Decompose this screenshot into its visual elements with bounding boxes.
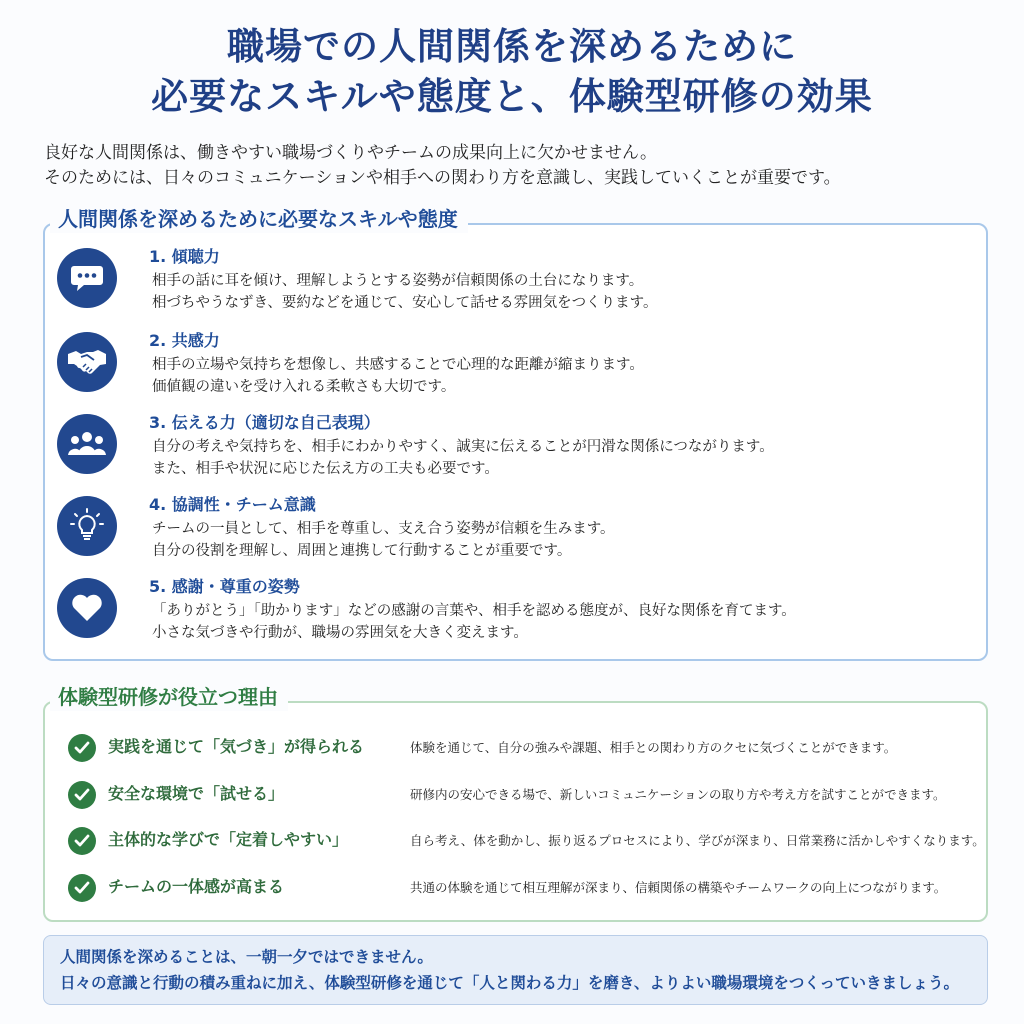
skill-desc-line2: 小さな気づきや行動が、職場の雰囲気を大きく変えます。	[152, 625, 528, 641]
skill-desc-line1: 相手の話に耳を傾け、理解しようとする姿勢が信頼関係の土台になります。	[152, 273, 644, 289]
check-circle-icon	[68, 874, 96, 902]
reason-description: 共通の体験を通じて相互理解が深まり、信頼関係の構築やチームワークの向上につながります。	[410, 880, 947, 895]
reason-label: 安全な環境で「試せる」	[108, 784, 285, 803]
people-group-icon	[57, 414, 117, 474]
check-circle-icon	[68, 827, 96, 855]
reason-item	[68, 825, 988, 855]
page-title	[0, 22, 1024, 122]
reason-label: チームの一体感が高まる	[108, 877, 285, 896]
intro-line1: 良好な人間関係は、働きやすい職場づくりやチームの成果向上に欠かせません。	[44, 143, 658, 163]
intro-text	[44, 141, 841, 191]
skill-description	[152, 354, 644, 398]
skill-item-gratitude	[57, 576, 957, 656]
skill-title: 2. 共感力	[149, 331, 220, 350]
skill-item-empathy	[57, 330, 957, 410]
skill-desc-line2: 自分の役割を理解し、周囲と連携して行動することが重要です。	[152, 543, 572, 559]
reason-item	[68, 779, 988, 809]
check-circle-icon	[68, 781, 96, 809]
page-title-line1: 職場での人間関係を深めるために	[227, 24, 797, 68]
skill-title: 4. 協調性・チーム意識	[149, 495, 316, 514]
skill-title: 1. 傾聴力	[149, 247, 220, 266]
skills-section-title: 人間関係を深めるために必要なスキルや態度	[50, 205, 468, 233]
skill-desc-line1: 相手の立場や気持ちを想像し、共感することで心理的な距離が縮まります。	[152, 357, 644, 373]
skill-desc-line2: 相づちやうなずき、要約などを通じて、安心して話せる雰囲気をつくります。	[152, 295, 658, 311]
skill-description	[152, 518, 615, 562]
speech-bubble-icon	[57, 248, 117, 308]
skill-description	[152, 436, 774, 480]
reason-description: 体験を通じて、自分の強みや課題、相手との関わり方のクセに気づくことができます。	[410, 740, 897, 755]
reason-item	[68, 872, 988, 902]
skill-desc-line2: 価値観の違いを受け入れる柔軟さも大切です。	[152, 379, 456, 395]
skill-desc-line2: また、相手や状況に応じた伝え方の工夫も必要です。	[152, 461, 499, 477]
intro-line2: そのためには、日々のコミュニケーションや相手への関わり方を意識し、実践していくことが重要です。	[44, 168, 841, 188]
reason-description: 自ら考え、体を動かし、振り返るプロセスにより、学びが深まり、日常業務に活かしやすくなります。	[410, 833, 985, 848]
reason-item	[68, 732, 988, 762]
footer-line2: 日々の意識と行動の積み重ねに加え、体験型研修を通じて「人と関わる力」を磨き、よりよい職場環境をつくっていきましょう。	[60, 974, 960, 992]
skill-item-expression	[57, 412, 957, 492]
skill-desc-line1: 「ありがとう」「助かります」などの感謝の言葉や、相手を認める態度が、良好な関係を育てます。	[152, 603, 796, 619]
skill-item-teamwork	[57, 494, 957, 574]
handshake-icon	[57, 332, 117, 392]
skill-title: 3. 伝える力（適切な自己表現）	[149, 413, 380, 432]
training-section-title: 体験型研修が役立つ理由	[50, 683, 288, 711]
skill-desc-line1: 自分の考えや気持ちを、相手にわかりやすく、誠実に伝えることが円滑な関係につながります。	[152, 439, 774, 455]
skill-description	[152, 600, 796, 644]
lightbulb-icon	[57, 496, 117, 556]
skill-title: 5. 感謝・尊重の姿勢	[149, 577, 300, 596]
heart-icon	[57, 578, 117, 638]
skill-description	[152, 270, 657, 314]
reason-label: 実践を通じて「気づき」が得られる	[108, 737, 365, 756]
skill-desc-line1: チームの一員として、相手を尊重し、支え合う姿勢が信頼を生みます。	[152, 521, 615, 537]
page-title-line2: 必要なスキルや態度と、体験型研修の効果	[151, 74, 873, 118]
reason-description: 研修内の安心できる場で、新しいコミュニケーションの取り方や考え方を試すことができます。	[410, 787, 946, 802]
footer-message	[43, 935, 988, 1005]
footer-line1: 人間関係を深めることは、一朝一夕ではできません。	[60, 948, 433, 966]
skill-item-listening	[57, 246, 957, 326]
reason-label: 主体的な学びで「定着しやすい」	[108, 830, 349, 849]
check-circle-icon	[68, 734, 96, 762]
